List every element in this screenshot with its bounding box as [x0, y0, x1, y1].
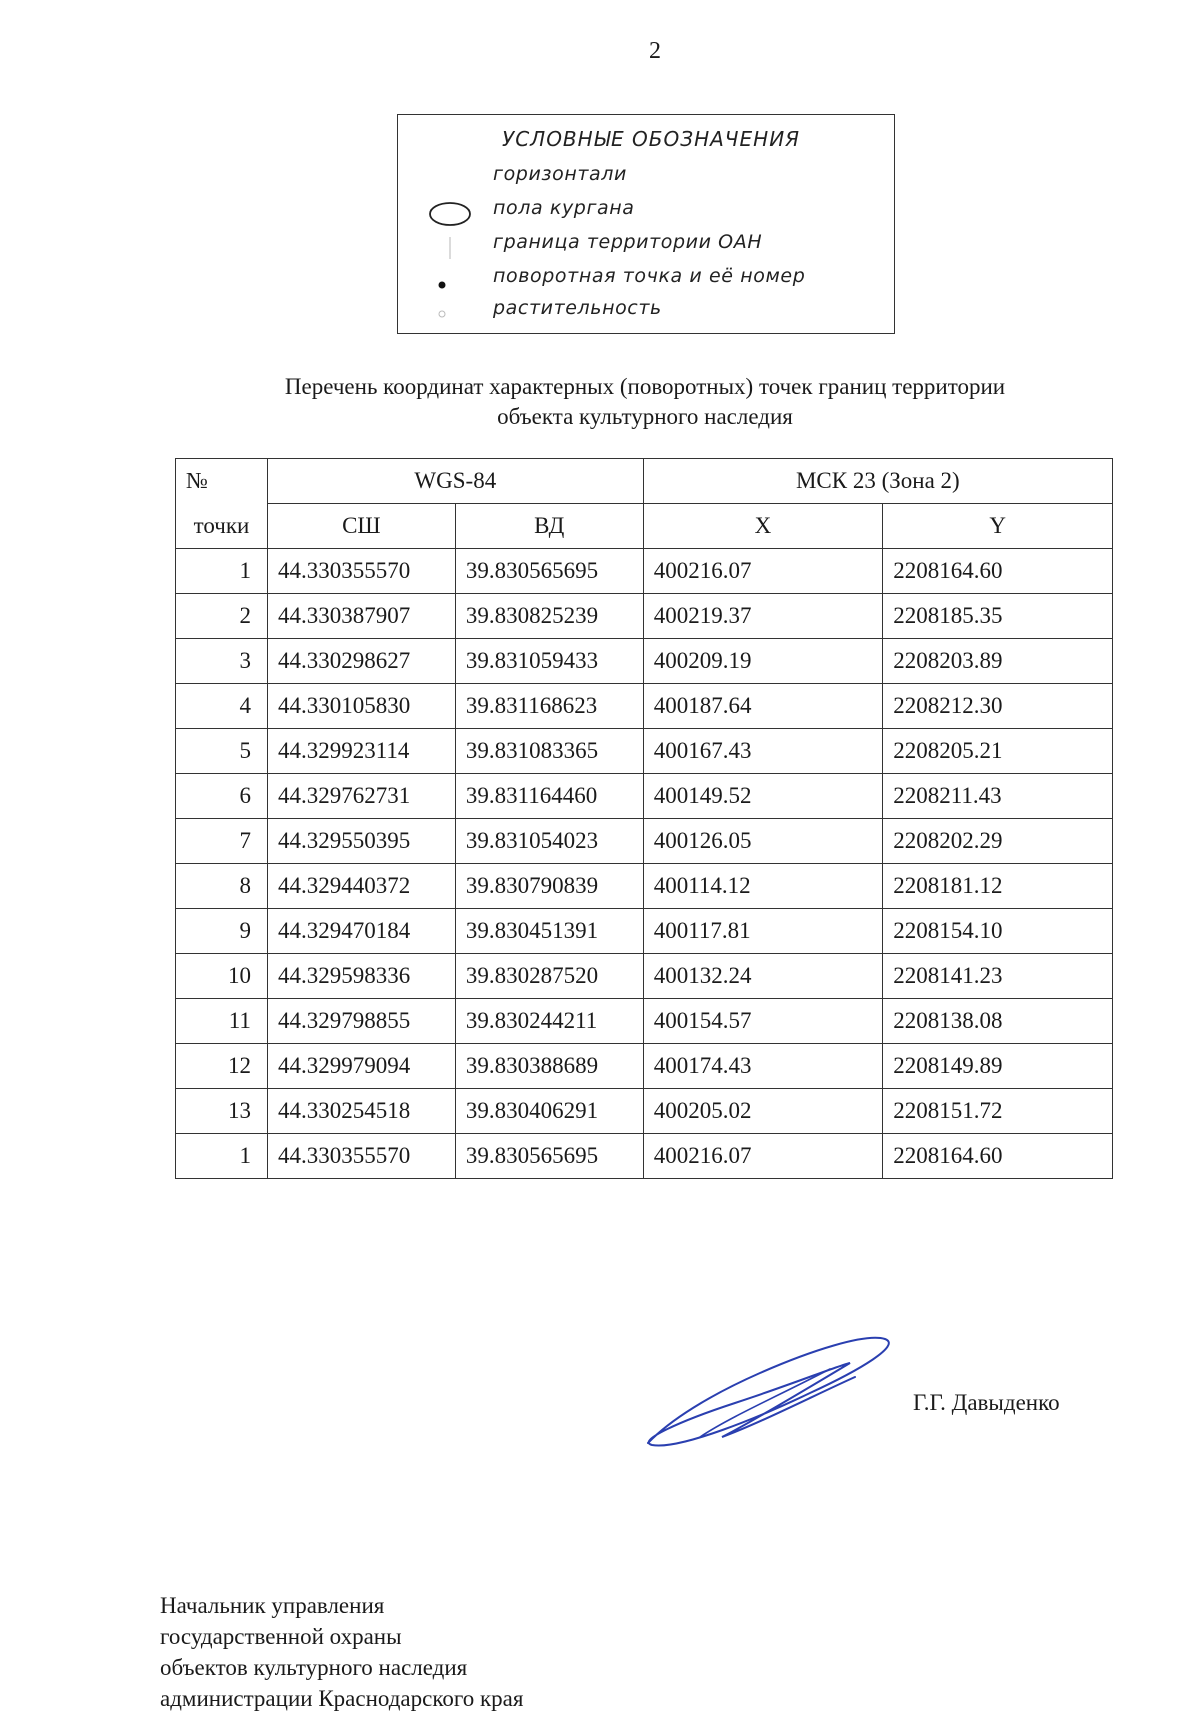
latitude-cell: 44.330355570	[267, 549, 455, 594]
legend-item-label: растительность	[493, 297, 662, 319]
point-number-cell: 11	[176, 999, 268, 1044]
x-cell: 400126.05	[643, 819, 883, 864]
point-number-cell: 2	[176, 594, 268, 639]
signatory-position	[160, 1590, 523, 1714]
boundary-line-icon	[428, 235, 468, 257]
document-heading	[180, 372, 1110, 432]
table-row	[176, 594, 1113, 639]
x-cell: 400167.43	[643, 729, 883, 774]
longitude-cell: 39.830565695	[455, 549, 643, 594]
wgs84-group-header: WGS-84	[267, 459, 643, 504]
point-number-cell: 1	[176, 549, 268, 594]
longitude-cell: 39.830388689	[455, 1044, 643, 1089]
latitude-cell: 44.329798855	[267, 999, 455, 1044]
latitude-cell: 44.329550395	[267, 819, 455, 864]
table-row	[176, 729, 1113, 774]
table-row	[176, 909, 1113, 954]
point-number-cell: 3	[176, 639, 268, 684]
point-number-cell: 10	[176, 954, 268, 999]
longitude-cell: 39.831059433	[455, 639, 643, 684]
x-cell: 400174.43	[643, 1044, 883, 1089]
signatory-name: Г.Г. Давыденко	[913, 1390, 1060, 1415]
x-cell: 400117.81	[643, 909, 883, 954]
legend-item-boundary	[398, 229, 894, 259]
table-row	[176, 774, 1113, 819]
table-row	[176, 1044, 1113, 1089]
longitude-cell: 39.831164460	[455, 774, 643, 819]
x-cell: 400187.64	[643, 684, 883, 729]
table-row	[176, 819, 1113, 864]
heading-line-2: объекта культурного наследия	[497, 404, 793, 429]
position-line: государственной охраны	[160, 1624, 402, 1649]
point-number-cell: 6	[176, 774, 268, 819]
point-number-cell: 9	[176, 909, 268, 954]
longitude-cell: 39.830406291	[455, 1089, 643, 1134]
latitude-cell: 44.329440372	[267, 864, 455, 909]
latitude-cell: 44.329923114	[267, 729, 455, 774]
msk23-group-header: МСК 23 (Зона 2)	[643, 459, 1112, 504]
table-group-header-row	[176, 459, 1113, 504]
legend-item-label: граница территории ОАН	[493, 231, 763, 253]
vegetation-circle-icon	[428, 301, 468, 323]
y-cell: 2208164.60	[883, 549, 1113, 594]
latitude-cell: 44.329762731	[267, 774, 455, 819]
ellipse-outline-icon	[428, 201, 468, 223]
handwritten-signature	[640, 1325, 900, 1455]
legend-item-label: горизонтали	[493, 163, 627, 185]
legend-item-vegetation	[398, 295, 894, 325]
y-cell: 2208154.10	[883, 909, 1113, 954]
point-number-header-top: №	[176, 459, 268, 504]
y-cell: 2208212.30	[883, 684, 1113, 729]
y-header: Y	[883, 504, 1113, 549]
legend-item-label: пола кургана	[493, 197, 635, 219]
y-cell: 2208149.89	[883, 1044, 1113, 1089]
table-row	[176, 549, 1113, 594]
latitude-cell: 44.330298627	[267, 639, 455, 684]
page-number: 2	[649, 38, 661, 64]
table-row	[176, 864, 1113, 909]
y-cell: 2208211.43	[883, 774, 1113, 819]
legend-title: УСЛОВНЫЕ ОБОЗНАЧЕНИЯ	[502, 127, 801, 151]
point-number-cell: 1	[176, 1134, 268, 1179]
point-number-cell: 4	[176, 684, 268, 729]
latitude-cell: 44.329979094	[267, 1044, 455, 1089]
x-cell: 400205.02	[643, 1089, 883, 1134]
legend-item-turning-point	[398, 263, 894, 293]
y-cell: 2208138.08	[883, 999, 1113, 1044]
y-cell: 2208205.21	[883, 729, 1113, 774]
latitude-cell: 44.330355570	[267, 1134, 455, 1179]
longitude-cell: 39.831168623	[455, 684, 643, 729]
y-cell: 2208185.35	[883, 594, 1113, 639]
black-dot-icon	[428, 269, 468, 291]
legend-item-contours	[398, 161, 894, 191]
latitude-cell: 44.330254518	[267, 1089, 455, 1134]
legend-item-barrow	[398, 195, 894, 225]
latitude-cell: 44.330387907	[267, 594, 455, 639]
longitude-cell: 39.830790839	[455, 864, 643, 909]
table-row	[176, 1134, 1113, 1179]
legend-item-label: поворотная точка и её номер	[493, 265, 806, 287]
latitude-cell: 44.330105830	[267, 684, 455, 729]
y-cell: 2208151.72	[883, 1089, 1113, 1134]
contour-line-icon	[428, 167, 468, 189]
point-number-cell: 13	[176, 1089, 268, 1134]
point-number-cell: 5	[176, 729, 268, 774]
table-row	[176, 954, 1113, 999]
y-cell: 2208203.89	[883, 639, 1113, 684]
table-row	[176, 639, 1113, 684]
point-number-cell: 8	[176, 864, 268, 909]
position-line: администрации Краснодарского края	[160, 1686, 524, 1711]
longitude-cell: 39.830825239	[455, 594, 643, 639]
x-cell: 400132.24	[643, 954, 883, 999]
coordinates-table	[175, 458, 1113, 1179]
longitude-cell: 39.831054023	[455, 819, 643, 864]
table-row	[176, 1089, 1113, 1134]
y-cell: 2208141.23	[883, 954, 1113, 999]
table-row	[176, 684, 1113, 729]
position-line: Начальник управления	[160, 1593, 385, 1618]
longitude-cell: 39.831083365	[455, 729, 643, 774]
point-number-cell: 7	[176, 819, 268, 864]
position-line: объектов культурного наследия	[160, 1655, 468, 1680]
y-cell: 2208164.60	[883, 1134, 1113, 1179]
longitude-cell: 39.830451391	[455, 909, 643, 954]
x-header: X	[643, 504, 883, 549]
x-cell: 400219.37	[643, 594, 883, 639]
longitude-cell: 39.830287520	[455, 954, 643, 999]
latitude-cell: 44.329598336	[267, 954, 455, 999]
longitude-cell: 39.830244211	[455, 999, 643, 1044]
x-cell: 400209.19	[643, 639, 883, 684]
x-cell: 400149.52	[643, 774, 883, 819]
latitude-header: СШ	[267, 504, 455, 549]
point-number-header-bottom: точки	[176, 504, 268, 549]
longitude-cell: 39.830565695	[455, 1134, 643, 1179]
x-cell: 400114.12	[643, 864, 883, 909]
point-number-cell: 12	[176, 1044, 268, 1089]
x-cell: 400216.07	[643, 549, 883, 594]
coordinates-table-body	[176, 549, 1113, 1179]
latitude-cell: 44.329470184	[267, 909, 455, 954]
longitude-header: ВД	[455, 504, 643, 549]
y-cell: 2208202.29	[883, 819, 1113, 864]
table-column-header-row	[176, 504, 1113, 549]
legend	[397, 114, 895, 334]
heading-line-1: Перечень координат характерных (поворотных) точек границ территории	[284, 374, 1006, 399]
x-cell: 400154.57	[643, 999, 883, 1044]
x-cell: 400216.07	[643, 1134, 883, 1179]
y-cell: 2208181.12	[883, 864, 1113, 909]
table-row	[176, 999, 1113, 1044]
